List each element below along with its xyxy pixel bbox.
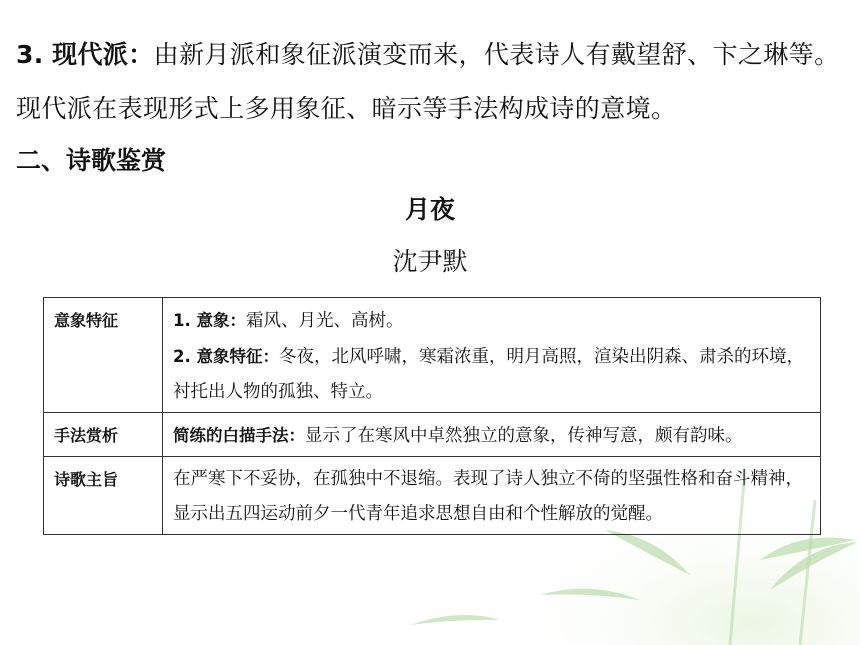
table-row [44, 413, 821, 457]
row-label-technique: 手法赏析 [44, 413, 163, 457]
poem-author: 沈尹默 [392, 247, 468, 276]
technique-line-1 [173, 418, 810, 454]
imagery-line-2 [173, 339, 810, 410]
imagery-line-1 [173, 303, 810, 339]
item-3-paragraph [16, 28, 852, 136]
technique-key-1: 简练的白描手法： [173, 426, 305, 445]
analysis-table [43, 297, 821, 535]
row-label-imagery: 意象特征 [44, 298, 163, 413]
item-3-text: 由新月派和象征派演变而来，代表诗人有戴望舒、卞之琳等。现代派在表现形式上多用象征、暗示等手法构成诗的意境。 [16, 40, 840, 123]
imagery-key-2: 2. 意象特征： [173, 347, 279, 366]
item-3-term: 现代派： [52, 40, 154, 69]
row-value-imagery [163, 298, 821, 413]
row-value-theme [163, 457, 821, 535]
item-3-number: 3. [16, 40, 44, 69]
theme-text-1: 在严寒下不妥协，在孤独中不退缩。表现了诗人独立不倚的坚强性格和奋斗精神，显示出五四运动前夕一代青年追求思想自由和个性解放的觉醒。 [173, 469, 803, 524]
theme-line-1 [173, 462, 810, 532]
table-row [44, 298, 821, 413]
row-label-theme: 诗歌主旨 [44, 457, 163, 535]
imagery-key-1: 1. 意象： [173, 311, 246, 330]
row-value-technique [163, 413, 821, 457]
section-heading: 二、诗歌鉴赏 [16, 146, 167, 175]
imagery-text-1: 霜风、月光、高树。 [246, 311, 404, 331]
table-row [44, 457, 821, 535]
imagery-text-2: 冬夜，北风呼啸，寒霜浓重，明月高照，渲染出阴森、肃杀的环境，衬托出人物的孤独、特立。 [173, 347, 804, 402]
technique-text-1: 显示了在寒风中卓然独立的意象，传神写意，颇有韵味。 [305, 426, 743, 446]
poem-title: 月夜 [404, 195, 455, 224]
